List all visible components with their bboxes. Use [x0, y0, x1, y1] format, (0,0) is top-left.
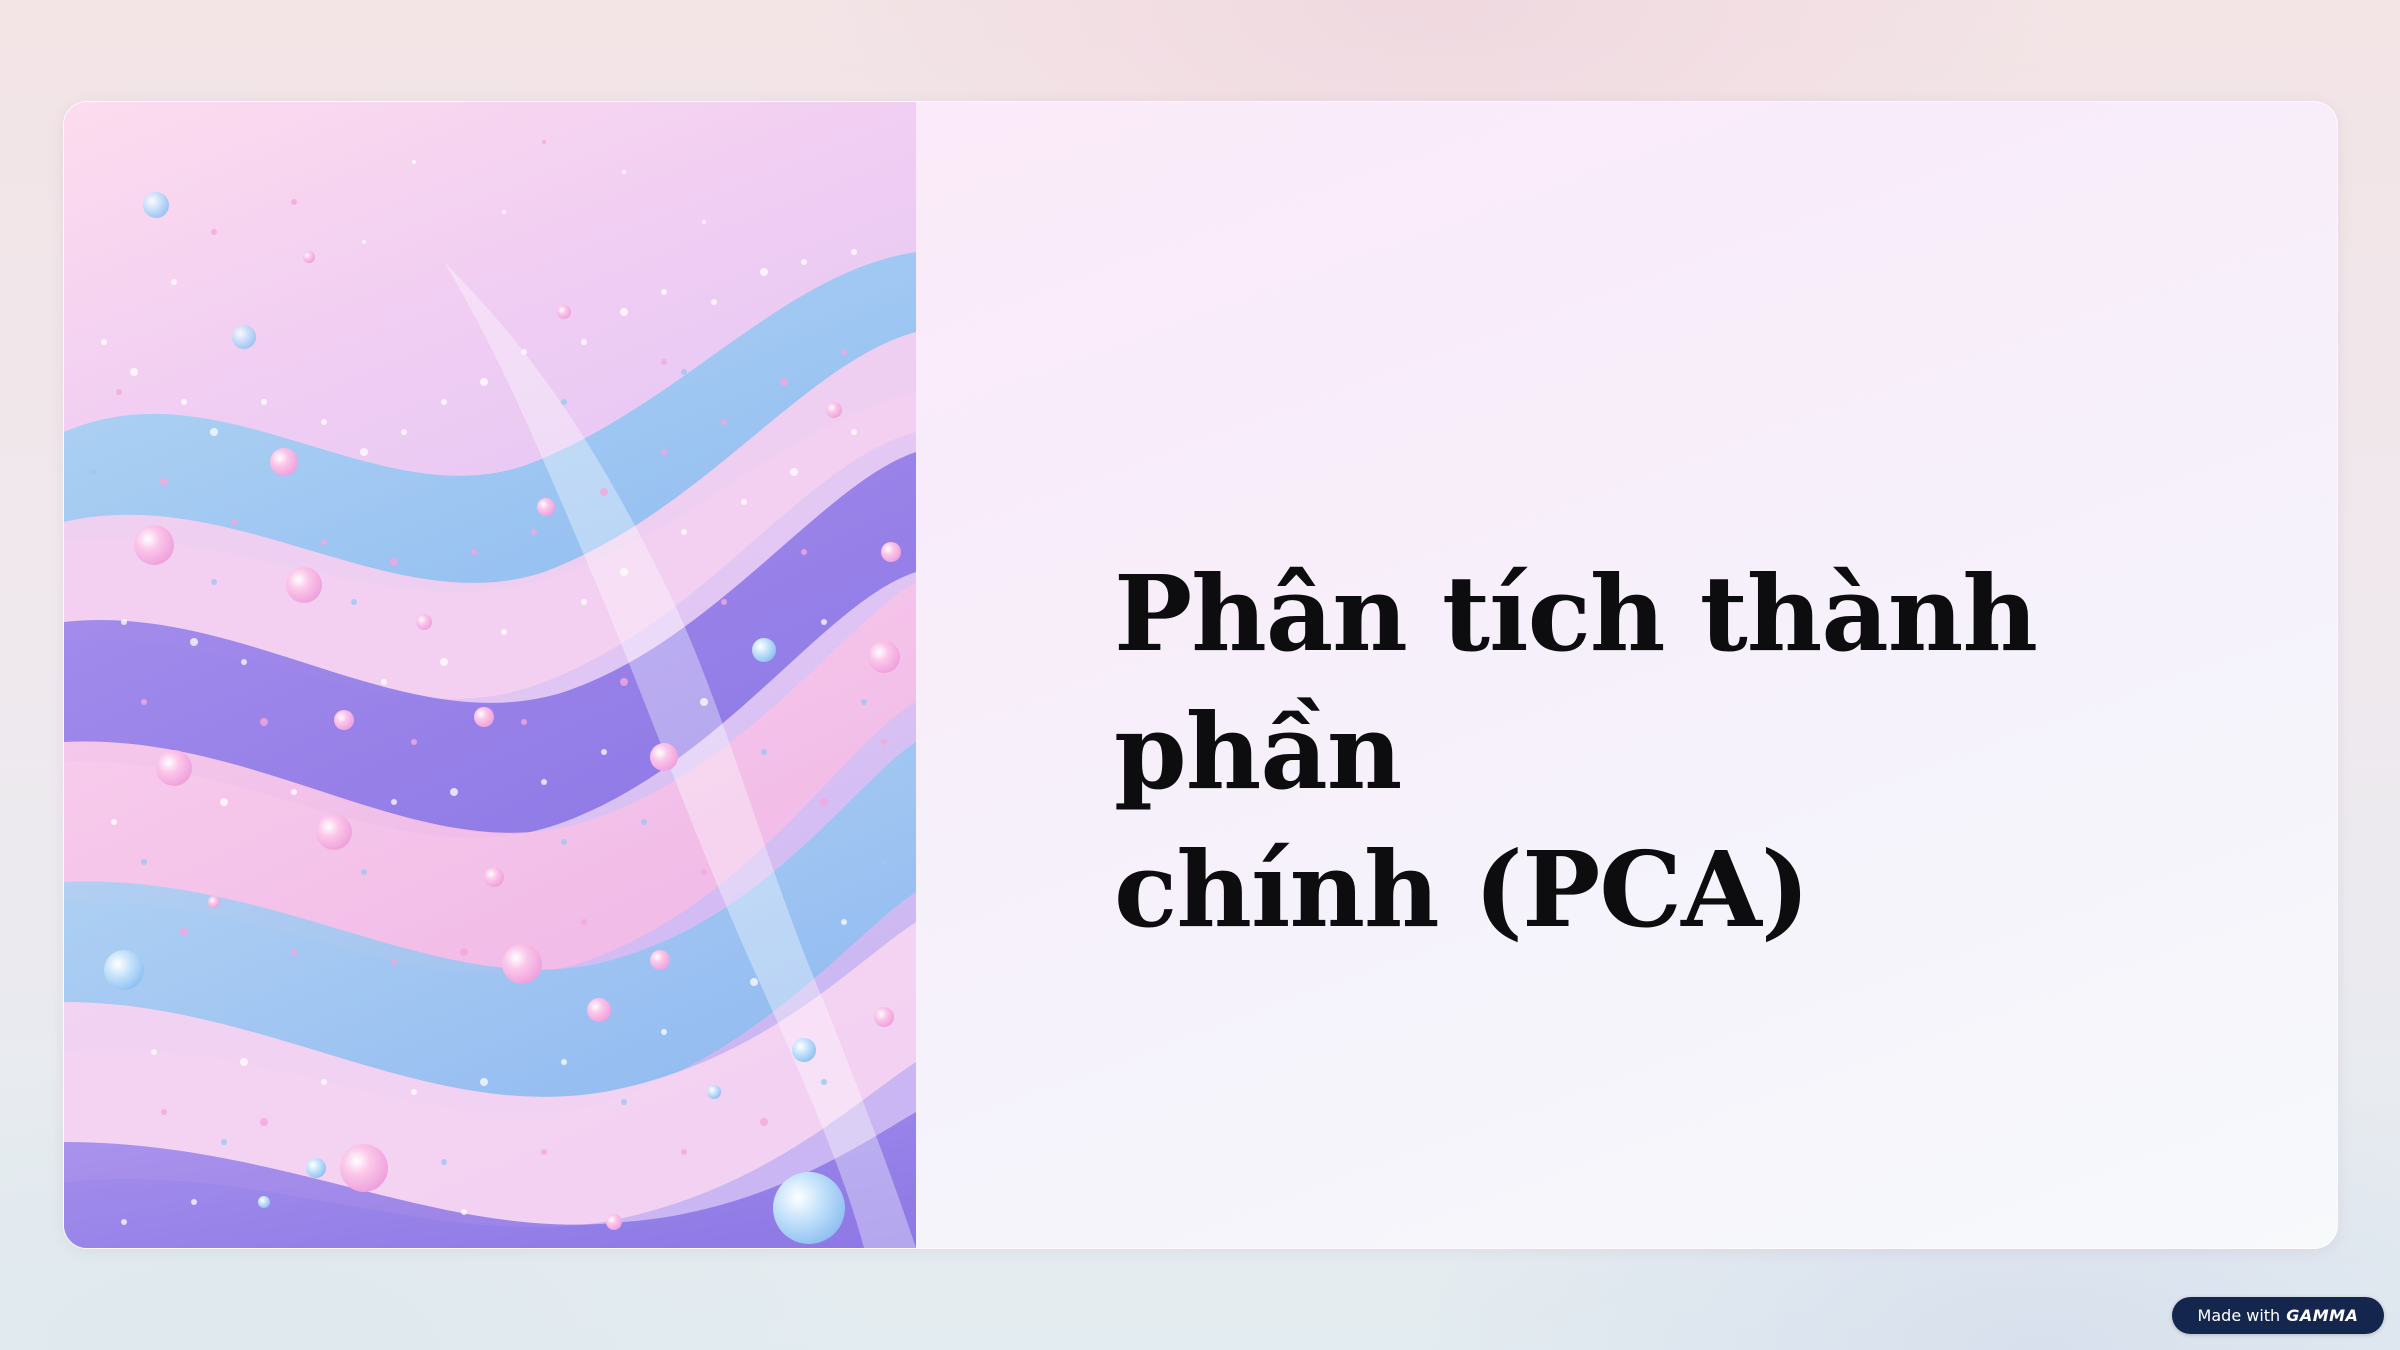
- slide-title-line-2: chính (PCA): [1114, 828, 1809, 951]
- slide-title: [1114, 545, 2274, 959]
- badge-prefix: Made with: [2197, 1306, 2281, 1325]
- slide-title-line-1: Phân tích thành phần: [1114, 552, 2037, 813]
- slide-card: [63, 101, 2338, 1249]
- gamma-logo: GAMMA: [2286, 1306, 2359, 1325]
- text-panel: [916, 102, 2337, 1248]
- abstract-wave-bubbles-image: [64, 102, 916, 1248]
- abstract-wave-image: [64, 102, 916, 1248]
- made-with-gamma-badge[interactable]: [2172, 1297, 2384, 1334]
